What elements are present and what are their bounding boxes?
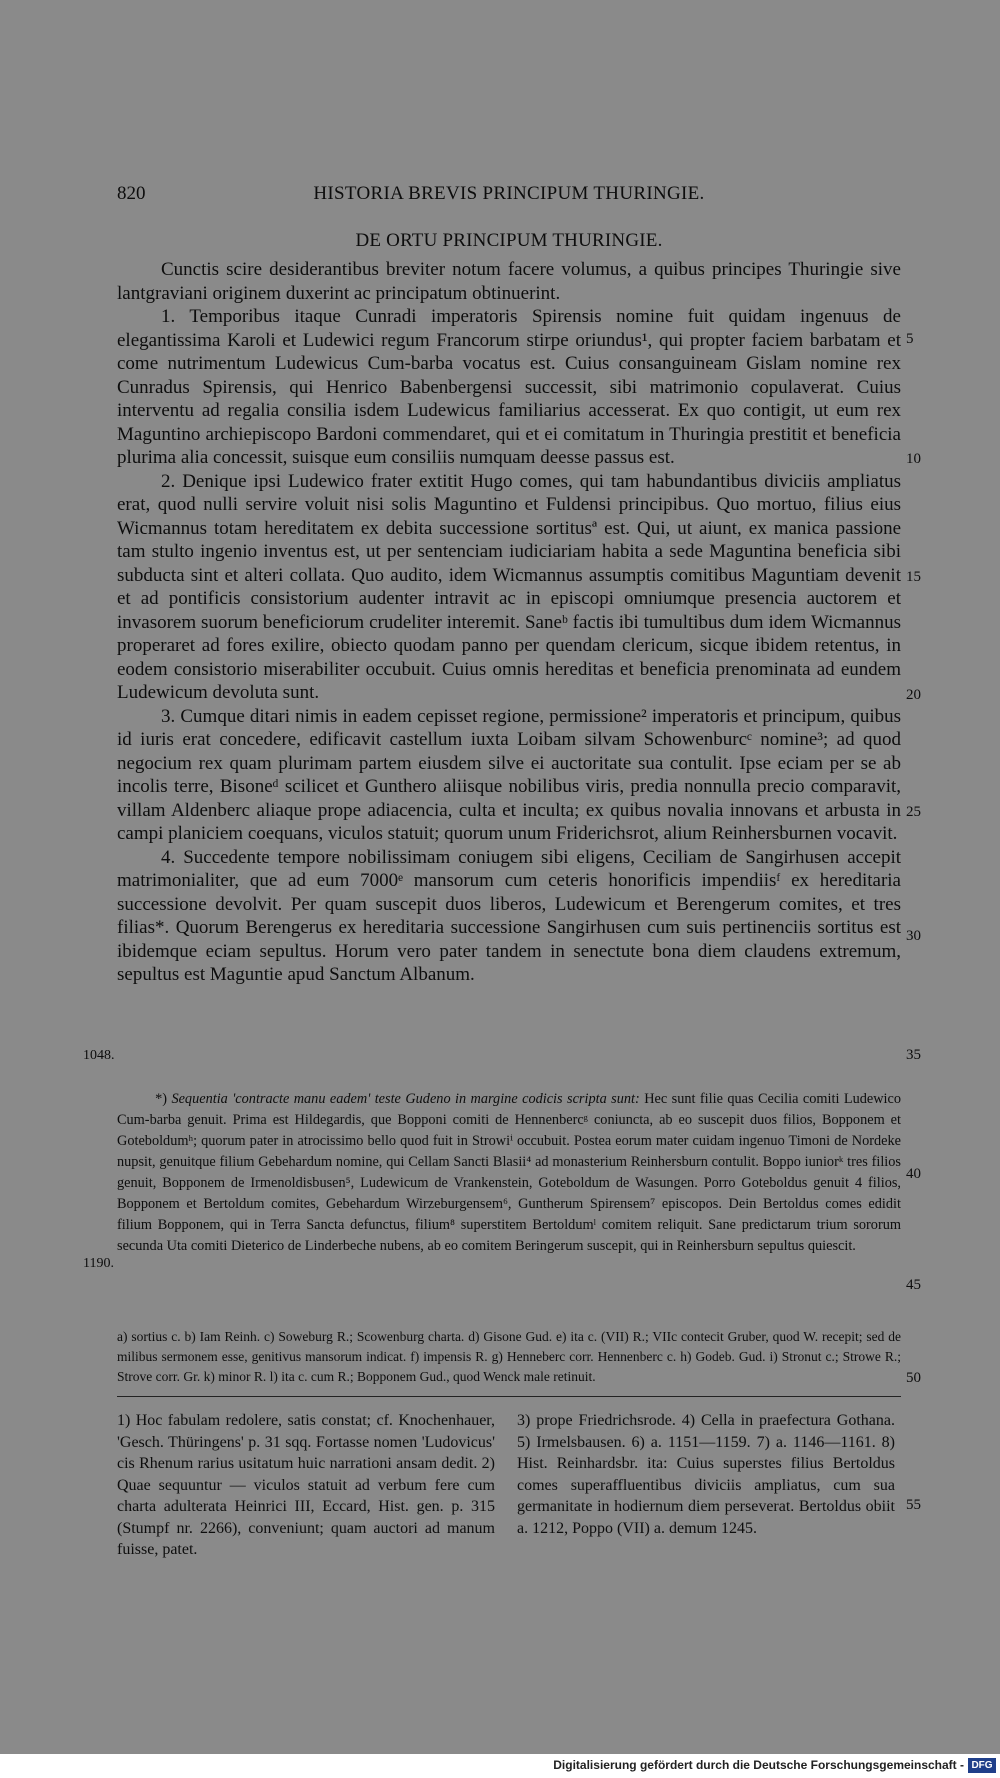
funding-note: Digitalisierung gefördert durch die Deutsche Forschungsgemeinschaft - <box>553 1758 964 1772</box>
section-title: DE ORTU PRINCIPUM THURINGIE. <box>355 230 663 251</box>
footnotes-right-text: 3) prope Friedrichsrode. 4) Cella in praefectura Gothana. 5) Irmelsbausen. 6) a. 1151—1159. 7) a. 1146—1161. 8) Hist. Reinhardsbr. ita: Cuius superstes filius Bertoldus comes superaffluentibus diviciis ampliatus, cum sua germanitate in hodiernum diem perseverat. Bertoldus obiit a. 1212, Poppo (VII) a. demum 1245. <box>517 1412 895 1537</box>
footnote-intro: Sequentia 'contracte manu eadem' teste Gudeno in margine codicis scripta sunt: <box>171 1091 640 1107</box>
intro-paragraph: Cunctis scire desiderantibus breviter notum facere volumus, a quibus principes Thuringie sive lantgraviani originem duxerint ac principatum obtinuerint. <box>117 259 901 304</box>
variant-text: a) sortius c. b) Iam Reinh. c) Soweburg R.; Scowenburg charta. d) Gisone Gud. e) ita c. (VII) R.; VIIc contecit Gruber, quod W. recepit; sed de milibus sermonem esse, genitivus mansorum indicat. f) impensis R. g) Henneberc corr. Hennenberc c. h) Godeb. Gud. i) Stronut c.; Strowe R.; Strove corr. Gr. k) minor R. l) ita c. cum R.; Bopponem Gud., quod Wenck male retinuit. <box>117 1329 901 1384</box>
line-number: 15 <box>906 569 921 585</box>
line-number: 10 <box>906 451 921 467</box>
footnotes-left-text: 1) Hoc fabulam redolere, satis constat; cf. Knochenhauer, 'Gesch. Thüringens' p. 31 sqq. Fortasse nomen 'Ludovicus' cis Rhenum rarius usitatum huic narrationi ansam dedit. 2) Quae sequuntur — viculos statuit ad verbum fere cum charta adulterata Heinrici III, Eccard, Hist. gen. p. 315 (Stumpf nr. 2266), conveniunt; quam auctori ad manum fuisse, patet. <box>117 1412 495 1558</box>
footnote-text: Hec sunt filie quas Cecilia comiti Ludewico Cum-barba genuit. Prima est Hildegardis, que Bopponi comiti de Hennenbercᵍ coniuncta, ab eo suscepit duos filios, Bopponem et Goteboldumʰ; quorum pater in atrocissimo bello quod fuit in Strowiⁱ occubuit. Postea eorum mater cuidam ingenuo Timoni de Nordeke nupsit, genuitque filium Gebehardum nomine, qui Cellam Sancti Blasii⁴ ad monasterium Reinhersburn contulit. Boppo iuniorᵏ tres filios genuit, Bopponem de Irmenoldisbusen⁵, Ludewicum de Vrankenstein, Goteboldum de Wasungen. Porro Goteboldus genuit 4 filios, Bopponem et Bertoldum comites, Gebehardum Wirzeburgensem⁶, Guntherum Spirensem⁷ episcopos. Dein Bertoldus comes edidit filium Bopponem, qui in Terra Sancta defunctus, filium⁸ superstitem Bertoldumˡ comitem reliquit. Sane predictarum trium sororum secunda Uta comiti Dieterico de Linderbeche nubens, ab eo comitem Beringerum suscepit, qui in Reinhersburn sepultus quiescit. <box>117 1091 902 1254</box>
main-text <box>117 258 901 987</box>
line-number: 40 <box>906 1166 921 1182</box>
margin-year: 1048. <box>83 1048 115 1063</box>
variant-readings <box>117 1327 901 1387</box>
footnotes-left-column <box>117 1410 495 1561</box>
running-title: HISTORIA BREVIS PRINCIPUM THURINGIE. <box>313 183 705 204</box>
paragraph-4: 4. Succedente tempore nobilissimam coniugem sibi eligens, Ceciliam de Sangirhusen accepit matrimonialiter, que ad eum 7000ᵉ mansorum cum ceteris honorificis impendiisᶠ ex hereditaria successione devolvit. Per quam suscepit duos liberos, Ludewicum et Berengerum comites, et tres filias*. Quorum Berengerus ex hereditaria successione Sangirhusen cum suis pertinenciis sortitus est ibidemque eciam sepultus. Horum vero pater tandem in senectute bona diem claudens extremum, sepultus est Maguntie apud Sanctum Albanum. <box>117 846 901 985</box>
footnote-marker: *) <box>155 1091 167 1107</box>
asterisk-footnote <box>117 1089 901 1257</box>
line-number: 45 <box>906 1277 921 1293</box>
paragraph-1: 1. Temporibus itaque Cunradi imperatoris Spirensis nomine fuit quidam ingenuus de elegantissima Karoli et Ludewici regum Francorum stirpe oriundus¹, qui propter faciem barbatam et come nutrimentum Ludewicus Cum-barba vocatus est. Cuius consanguineam Gislam nomine rex Cunradus Spirensis, qui Henrico Babenbergensi successit, sibi matrimonio copulaverat. Cuius interventu ad regalia consilia isdem Ludewicus familiarius accesserat. Ex quo contigit, ut eum rex Maguntino archiepiscopo Bardoni commendaret, qui et ei comitatum in Thuringia prestitit et beneficia plurima alia concessit, suisque eum consiliis numquam deesse passus est. <box>117 306 901 468</box>
line-number: 35 <box>906 1047 921 1063</box>
line-number: 30 <box>906 928 921 944</box>
line-number: 25 <box>906 804 921 820</box>
line-number: 55 <box>906 1497 921 1513</box>
paragraph-2: 2. Denique ipsi Ludewico frater extitit Hugo comes, qui tam habundantibus diviciis ampliatus erat, quod nulli servire voluit nisi solis Maguntino et Fuldensi principibus. Quo mortuo, filius eius Wicmannus totam hereditatem ex debita successione sortitusª est. Qui, ut aiunt, ex manica passione tam stulto ingenio inventus est, ut per sentenciam iudiciariam habita a sede Maguntina beneficia sibi subducta sint et alteri collata. Quo audito, idem Wicmannus assumptis comitibus Maguntiam devenit et ad pontificis consistorium audenter intravit ac in episcopi omniumque presencia auctorem et invasorem suorum beneficiorum crudeliter interemit. Saneᵇ factis ibi tumultibus dum idem Wicmannus properaret ad fores exilire, obiecto quodam panno per quendam clericum, sicque ibidem retentus, in eodem consistorio miserabiliter occubuit. Cuius omnis hereditas et beneficia prenominata ad eundem Ludewicum devoluta sunt. <box>117 470 901 703</box>
line-number: 50 <box>906 1370 921 1386</box>
paragraph-3: 3. Cumque ditari nimis in eadem cepisset regione, permissione² imperatoris et principum, quibus id iuris erat concedere, edificavit castellum iuxta Loibam silvam Schowenburcᶜ nomine³; ad quod negocium rex quam plurimam partem eiusdem silve ei auctoritate sua contulit. Ipse eciam per se ab incolis terre, Bisoneᵈ scilicet et Gunthero aliisque nobilibus viris, predia nonnulla precio comparavit, villam Aldenberc aliaque prope adiacencia, culta et inculta; ex quibus novalia innovans et arbusta in campi planiciem coequans, viculos statuit; quorum unum Friderichsrot, alium Reinhersburnen vocavit. <box>117 705 901 844</box>
line-number: 5 <box>906 331 914 347</box>
footnote-rule <box>117 1396 901 1397</box>
funding-footer <box>0 1754 1000 1778</box>
margin-year: 1190. <box>83 1256 114 1271</box>
dfg-logo: DFG <box>968 1758 996 1773</box>
footnotes-right-column <box>517 1410 895 1539</box>
page-number: 820 <box>117 183 146 204</box>
line-number: 20 <box>906 687 921 703</box>
running-header <box>117 183 901 207</box>
